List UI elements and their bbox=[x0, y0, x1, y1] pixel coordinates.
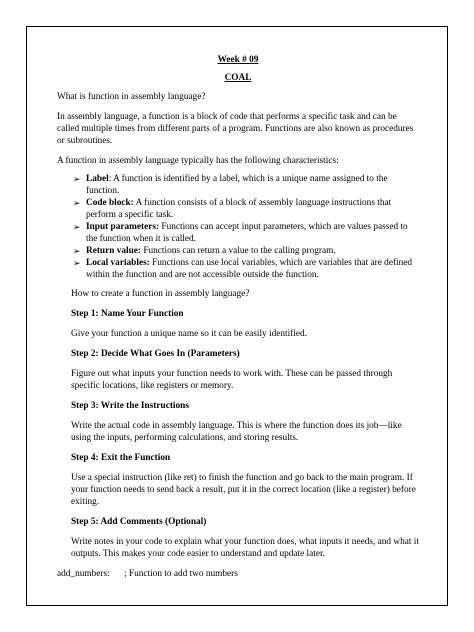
arrow-bullet-icon: ➢ bbox=[73, 246, 81, 256]
code-comment: ; Function to add two numbers bbox=[124, 569, 238, 579]
term-code-block: Code block: bbox=[86, 198, 134, 208]
course-title: COAL bbox=[224, 73, 252, 83]
list-item bbox=[57, 257, 419, 281]
document-content bbox=[57, 54, 419, 580]
list-item bbox=[57, 197, 419, 221]
step-1-title: Step 1: Name Your Function bbox=[71, 309, 184, 319]
list-item bbox=[57, 245, 419, 257]
step-2-title: Step 2: Decide What Goes In (Parameters) bbox=[71, 349, 240, 359]
intro-paragraph: In assembly language, a function is a block of code that performs a specific task and can be called multiple times from different parts of a program. Functions are also known as procedures or subroutines. bbox=[57, 112, 414, 146]
step-3-body: Write the actual code in assembly language. This is where the function does its job—like using the inputs, performing calculations, and storing results. bbox=[71, 421, 402, 443]
term-description: Functions can return a value to the calling program. bbox=[141, 246, 336, 256]
step-2-body: Figure out what inputs your function needs to work with. These can be passed through specific locations, like registers or memory. bbox=[71, 369, 393, 391]
step-5-body: Write notes in your code to explain what your function does, what inputs it needs, and what it outputs. This makes your code easier to understand and update later. bbox=[71, 537, 419, 559]
arrow-bullet-icon: ➢ bbox=[73, 198, 81, 208]
step-4-body: Use a special instruction (like ret) to finish the function and go back to the main program. If your function needs to send back a result, put it in the correct location (like a register) before exiting. bbox=[71, 473, 416, 507]
term-description: : A function is identified by a label, which is a unique name assigned to the function. bbox=[86, 174, 388, 196]
term-local-variables: Local variables: bbox=[86, 258, 150, 268]
arrow-bullet-icon: ➢ bbox=[73, 222, 81, 232]
characteristics-intro: A function in assembly language typically has the following characteristics: bbox=[57, 156, 339, 166]
characteristics-list bbox=[57, 173, 419, 281]
code-label: add_numbers: bbox=[57, 569, 110, 579]
question-create-function: How to create a function in assembly language? bbox=[71, 289, 250, 299]
term-description: A function consists of a block of assembly language instructions that perform a specific task. bbox=[86, 198, 392, 220]
list-item bbox=[57, 173, 419, 197]
step-5-title: Step 5: Add Comments (Optional) bbox=[71, 517, 207, 527]
term-description: Functions can use local variables, which are variables that are defined within the function and are not accessible outside the function. bbox=[86, 258, 413, 280]
step-3-title: Step 3: Write the Instructions bbox=[71, 401, 189, 411]
term-label: Label bbox=[86, 174, 109, 184]
step-4-title: Step 4: Exit the Function bbox=[71, 453, 171, 463]
term-input-parameters: Input parameters: bbox=[86, 222, 160, 232]
week-title: Week # 09 bbox=[217, 55, 259, 65]
list-item bbox=[57, 221, 419, 245]
arrow-bullet-icon: ➢ bbox=[73, 258, 81, 268]
question-function-definition: What is function in assembly language? bbox=[57, 92, 206, 102]
term-return-value: Return value: bbox=[86, 246, 142, 256]
code-example-line bbox=[57, 568, 419, 580]
term-description: Functions can accept input parameters, which are values passed to the function when it is called. bbox=[86, 222, 408, 244]
arrow-bullet-icon: ➢ bbox=[73, 174, 81, 184]
step-1-body: Give your function a unique name so it can be easily identified. bbox=[71, 329, 307, 339]
